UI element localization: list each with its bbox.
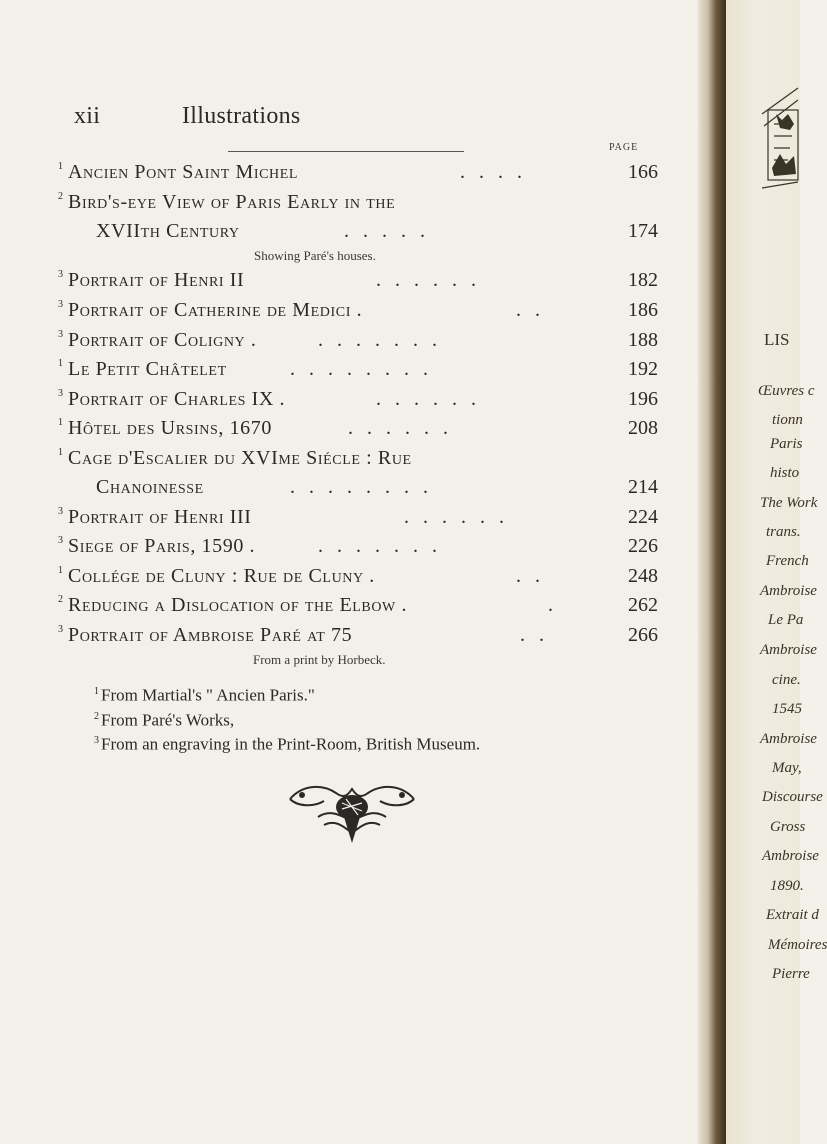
footnote-mark: 3 — [94, 735, 99, 747]
facing-page-text: Ambroise — [762, 848, 819, 864]
entry-title: Portrait of Ambroise Paré at 75 — [68, 624, 353, 646]
leader-dots: .. — [516, 565, 554, 587]
entry-title: Portrait of Coligny . — [68, 329, 257, 351]
page-folio: xii — [74, 103, 101, 129]
facing-page-text: Gross — [770, 819, 806, 835]
footnote — [94, 730, 480, 755]
footnote-text: From an engraving in the Print-Room, British Museum. — [101, 734, 481, 754]
footnote-mark: 3 — [58, 506, 63, 517]
facing-page-text: histo — [770, 465, 800, 481]
facing-page-text: Œuvres c — [758, 383, 815, 399]
footnote-text: From Paré's Works, — [101, 710, 235, 730]
footnote-mark: 1 — [94, 686, 99, 697]
facing-page-text: May, — [772, 760, 802, 776]
leader-dots: ...... — [404, 506, 518, 528]
entry-page: 196 — [628, 388, 658, 410]
entry-page: 186 — [628, 299, 658, 321]
facing-page-text: tionn — [772, 412, 803, 428]
entry-title: Reducing a Dislocation of the Elbow . — [68, 594, 408, 616]
entry-page: 182 — [628, 269, 658, 291]
entry-title: Portrait of Henri III — [68, 506, 252, 528]
footnote-mark: 1 — [58, 358, 63, 369]
entry-page: 214 — [628, 476, 658, 498]
facing-page-text: 1890. — [770, 878, 804, 894]
footnote-mark: 1 — [58, 161, 63, 172]
footnote-mark: 1 — [58, 565, 63, 576]
entry-page: 174 — [628, 220, 658, 242]
facing-page-text: Ambroise — [760, 642, 817, 658]
leader-dots: ........ — [290, 358, 442, 380]
entry-page: 266 — [628, 624, 658, 646]
entry-page: 224 — [628, 506, 658, 528]
entry-page: 208 — [628, 417, 658, 439]
leader-dots: ....... — [318, 329, 451, 351]
facing-page-text: French — [766, 553, 809, 569]
entry-page: 188 — [628, 329, 658, 351]
leader-dots: ....... — [318, 535, 451, 557]
footnote — [94, 681, 480, 706]
entry-note: Showing Paré's houses. — [254, 248, 376, 263]
footnote-mark: 1 — [58, 417, 63, 428]
entry-title-continued: XVIIth Century — [96, 220, 240, 242]
entry-title: Portrait of Charles IX . — [68, 388, 286, 410]
entry-title: Siege of Paris, 1590 . — [68, 535, 256, 557]
leader-dots: .. — [520, 624, 558, 646]
entry-title: Le Petit Châtelet — [68, 358, 227, 380]
facing-page-text: cine. — [772, 672, 801, 688]
facing-page-text: trans. — [766, 524, 801, 540]
footnote-mark: 3 — [58, 388, 63, 399]
facing-page-text: Extrait d — [766, 907, 819, 923]
leader-dots: ...... — [376, 388, 490, 410]
footnote-mark: 3 — [58, 624, 63, 635]
facing-page-illustration-icon — [760, 84, 800, 194]
footnote-mark: 2 — [58, 191, 63, 202]
leader-dots: .. — [516, 299, 554, 321]
facing-page-text: The Work — [760, 495, 818, 511]
facing-page-text: Mémoires — [768, 937, 827, 953]
footnote-mark: 3 — [58, 329, 63, 340]
footnote — [94, 706, 480, 731]
facing-page-text: Ambroise — [760, 731, 817, 747]
entry-title-continued: Chanoinesse — [96, 476, 204, 498]
facing-page-text: Le Pa — [768, 612, 804, 628]
footnote-mark: 1 — [58, 447, 63, 458]
leader-dots: .... — [460, 161, 536, 183]
footnote-mark: 3 — [58, 269, 63, 280]
entry-title: Ancien Pont Saint Michel — [68, 161, 299, 183]
footnote-mark: 2 — [94, 710, 99, 722]
footnote-mark: 3 — [58, 299, 63, 310]
entry-page: 248 — [628, 565, 658, 587]
entry-title: Cage d'Escalier du XVIme Siécle : Rue — [68, 447, 412, 469]
entry-note: From a print by Horbeck. — [253, 652, 386, 667]
page-title: Illustrations — [182, 103, 301, 129]
book-gutter — [698, 0, 726, 1144]
leader-dots: ........ — [290, 476, 442, 498]
facing-page-text: 1545 — [772, 701, 802, 717]
leader-dots: ...... — [348, 417, 462, 439]
footnote-mark: 3 — [58, 535, 63, 546]
facing-page-text: Paris — [770, 436, 803, 452]
facing-page-text: Ambroise — [760, 583, 817, 599]
entry-title: Portrait of Catherine de Medici . — [68, 299, 363, 321]
leader-dots: . — [548, 594, 567, 616]
tailpiece-ornament-icon — [284, 777, 420, 849]
leader-dots: ...... — [376, 269, 490, 291]
leader-dots: ..... — [344, 220, 439, 242]
page-column-label: PAGE — [609, 142, 639, 153]
header-rule — [228, 151, 464, 152]
entry-title: Collége de Cluny : Rue de Cluny . — [68, 565, 375, 587]
entry-page: 226 — [628, 535, 658, 557]
entry-title: Hôtel des Ursins, 1670 — [68, 417, 272, 439]
facing-page-text: Discourse — [762, 789, 823, 805]
entry-page: 192 — [628, 358, 658, 380]
footnote-text: From Martial's " Ancien Paris." — [101, 685, 315, 705]
entry-page: 166 — [628, 161, 658, 183]
facing-page-text: LIS — [764, 330, 790, 349]
entry-title: Bird's-eye View of Paris Early in the — [68, 191, 396, 213]
footnotes — [94, 681, 480, 755]
entry-title: Portrait of Henri II — [68, 269, 245, 291]
facing-page-text: Pierre — [772, 966, 810, 982]
footnote-mark: 2 — [58, 594, 63, 605]
entry-page: 262 — [628, 594, 658, 616]
